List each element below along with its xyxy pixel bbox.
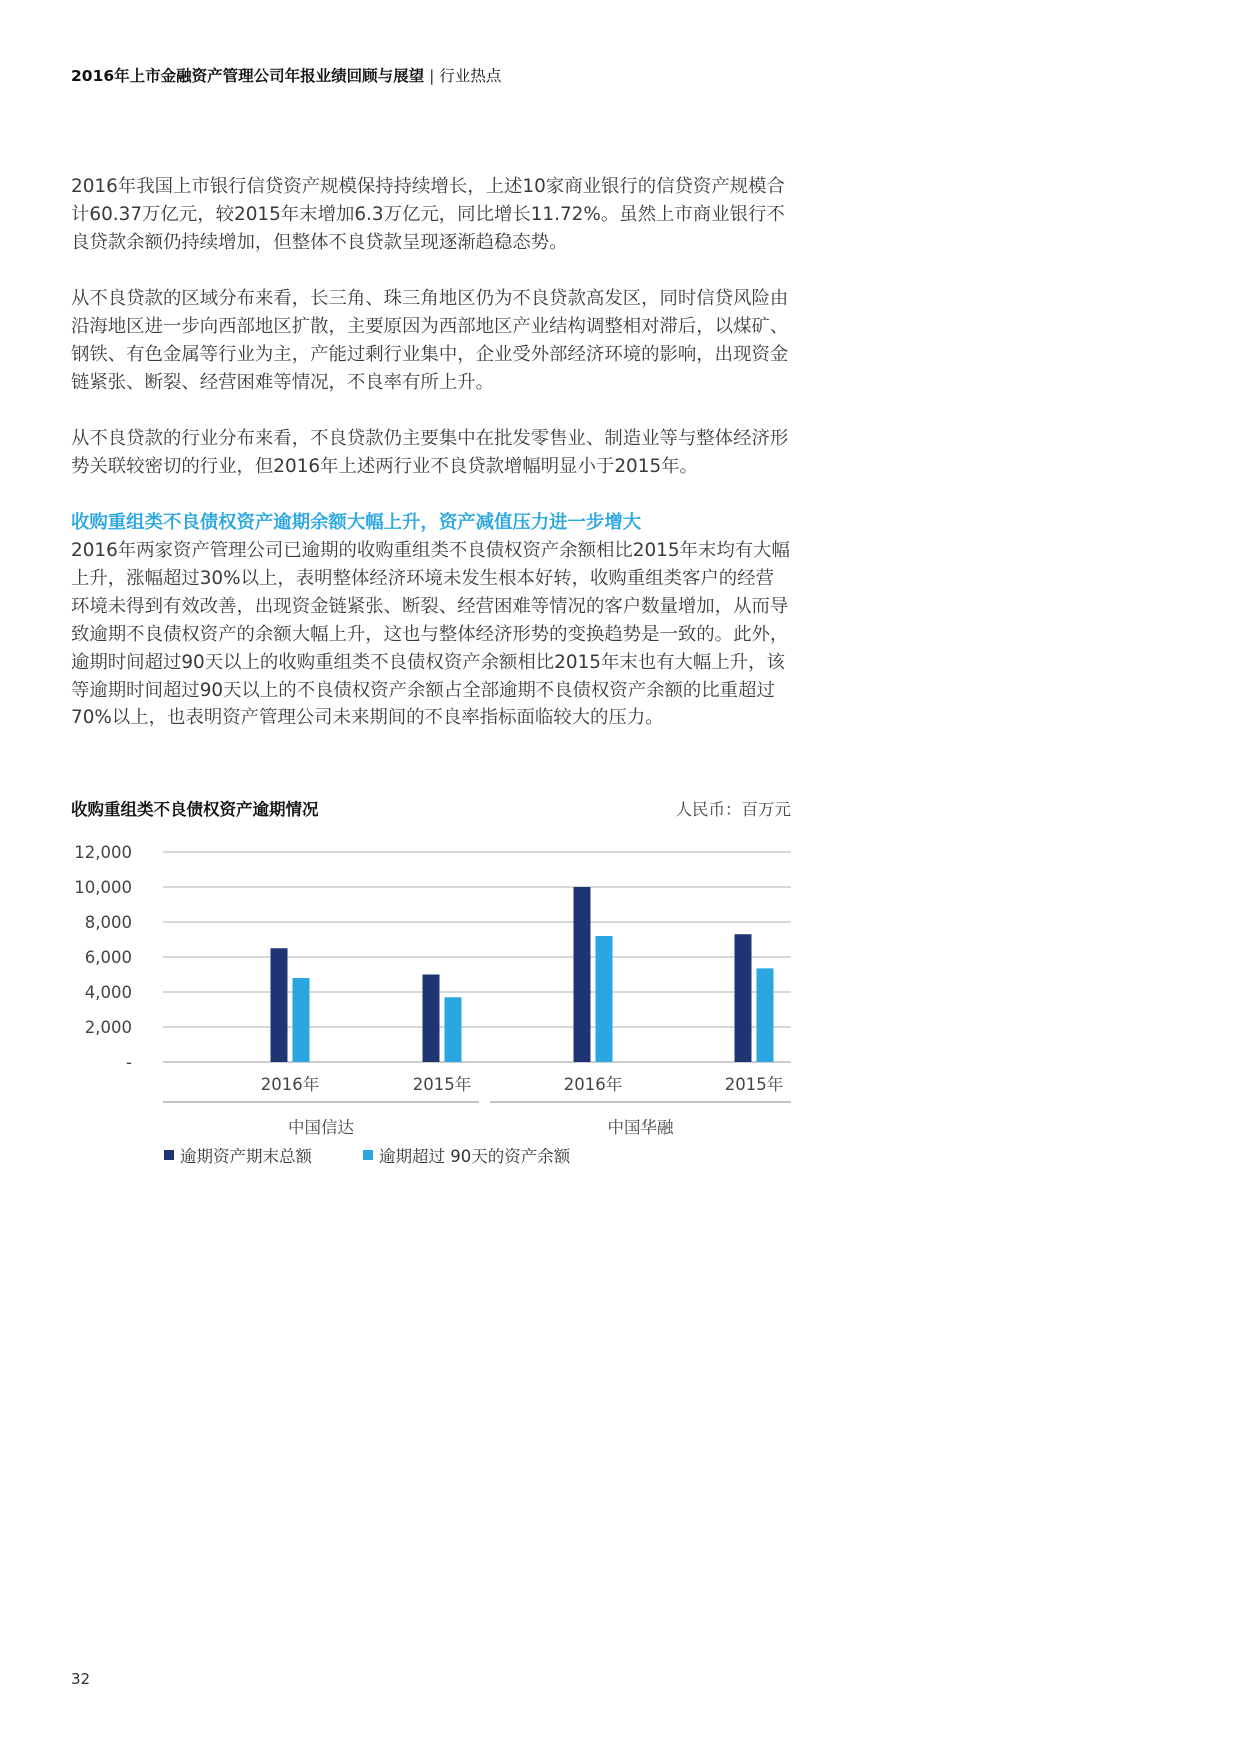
x-tick-label: 2016年 <box>260 1075 320 1094</box>
y-tick-label: 4,000 <box>84 983 132 1002</box>
bar-over90 <box>293 978 310 1062</box>
legend-swatch-over90 <box>363 1150 373 1160</box>
legend-label-over90: 逾期超过 90天的资产余额 <box>379 1147 571 1166</box>
legend-swatch-total <box>164 1150 174 1160</box>
bar-total <box>574 887 591 1062</box>
header-separator: | <box>429 67 435 85</box>
bar-total <box>423 975 440 1063</box>
section-body: 2016年两家资产管理公司已逾期的收购重组类不良债权资产余额相比2015年末均有大幅上升，涨幅超过30%以上，表明整体经济环境未发生根本好转，收购重组类客户的经营环境未得到有效改善，出现资金链紧张、断裂、经营困难等情况的客户数量增加，从而导致逾期不良债权资产的余额大幅上升，这也与整体经济形势的变换趋势是一致的。此外，逾期时间超过90天以上的收购重组类不良债权资产余额相比2015年末也有大幅上升，该等逾期时间超过90天以上的不良债权资产余额占全部逾期不良债权资产余额的比重超过70%以上，也表明资产管理公司未来期间的不良率指标面临较大的压力。 <box>71 540 790 729</box>
page-number: 32 <box>71 1670 91 1688</box>
x-tick-label: 2016年 <box>563 1075 623 1094</box>
paragraph-3: 从不良贷款的行业分布来看，不良贷款仍主要集中在批发零售业、制造业等与整体经济形势关联较密切的行业，但2016年上述两行业不良贷款增幅明显小于2015年。 <box>71 428 789 477</box>
bar-total <box>271 948 288 1062</box>
legend-item-total <box>164 1143 312 1167</box>
paragraph-2: 从不良贷款的区域分布来看，长三角、珠三角地区仍为不良贷款高发区，同时信贷风险由沿海地区进一步向西部地区扩散，主要原因为西部地区产业结构调整相对滞后，以煤矿、钢铁、有色金属等行业为主，产能过剩行业集中，企业受外部经济环境的影响，出现资金链紧张、断裂、经营困难等情况，不良率有所上升。 <box>71 288 789 393</box>
y-tick-label: 12,000 <box>74 843 132 862</box>
bar-total <box>735 934 752 1062</box>
y-tick-label: - <box>126 1053 132 1072</box>
chart-title: 收购重组类不良债权资产逾期情况 <box>71 800 319 819</box>
legend-label-total: 逾期资产期末总额 <box>180 1147 312 1166</box>
group-label: 中国华融 <box>607 1118 674 1137</box>
y-tick-label: 6,000 <box>84 948 132 967</box>
y-tick-label: 8,000 <box>84 913 132 932</box>
chart-unit: 人民币：百万元 <box>675 800 791 819</box>
legend-item-over90 <box>363 1143 570 1167</box>
y-tick-label: 2,000 <box>84 1018 132 1037</box>
bar-over90 <box>445 997 462 1062</box>
x-tick-label: 2015年 <box>412 1075 472 1094</box>
header-title: 2016年上市金融资产管理公司年报业绩回顾与展望 <box>71 67 425 85</box>
bar-over90 <box>757 968 774 1062</box>
section-heading: 收购重组类不良债权资产逾期余额大幅上升，资产减值压力进一步增大 <box>71 512 642 533</box>
bar-over90 <box>596 936 613 1062</box>
x-tick-label: 2015年 <box>724 1075 784 1094</box>
header-category: 行业热点 <box>439 67 502 85</box>
y-tick-label: 10,000 <box>74 878 132 897</box>
paragraph-1: 2016年我国上市银行信贷资产规模保持持续增长，上述10家商业银行的信贷资产规模合计60.37万亿元，较2015年末增加6.3万亿元，同比增长11.72%。虽然上市商业银行不良贷款余额仍持续增加，但整体不良贷款呈现逐渐趋稳态势。 <box>71 176 785 253</box>
group-label: 中国信达 <box>288 1118 354 1137</box>
